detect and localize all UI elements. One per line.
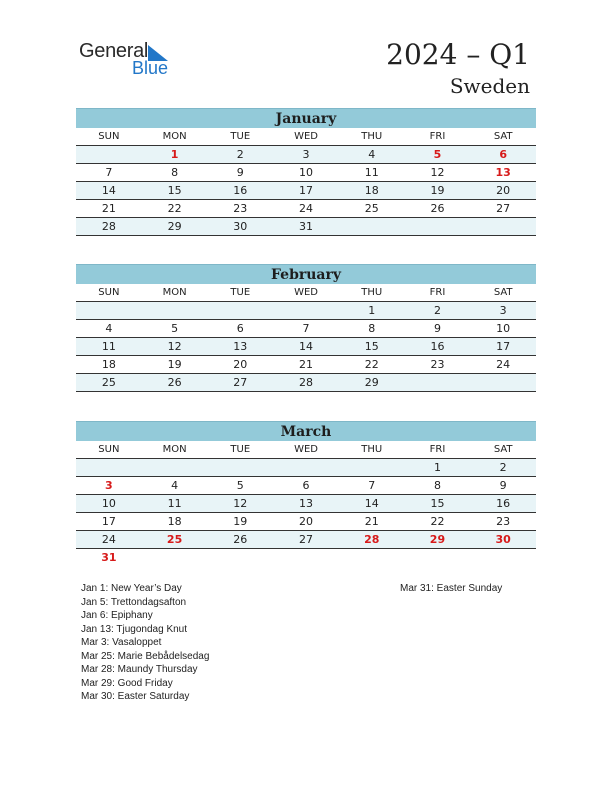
day-cell: 8 [433, 479, 441, 492]
day-cell: 18 [167, 515, 182, 528]
day-cell: 30 [495, 533, 511, 546]
holiday-note: Mar 3: Vasaloppet [81, 637, 162, 648]
day-cell: 14 [101, 184, 116, 197]
week-row [76, 338, 536, 356]
day-cell: 4 [105, 322, 113, 335]
day-cell: 29 [364, 376, 379, 389]
holiday-note: Mar 28: Maundy Thursday [81, 664, 198, 675]
day-cell: 28 [299, 376, 314, 389]
day-cell: 25 [166, 533, 183, 546]
day-cell: 31 [101, 551, 117, 564]
holiday-note: Jan 5: Trettondagsafton [81, 596, 187, 608]
country-name: Sweden [449, 74, 530, 98]
day-cell: 17 [101, 515, 116, 528]
day-cell: 4 [171, 479, 179, 492]
day-cell: 23 [430, 358, 445, 371]
weekday-label: WED [294, 287, 318, 298]
day-cell: 13 [495, 166, 511, 179]
weekday-label: TUE [230, 131, 251, 142]
weekday-label: SAT [493, 444, 513, 455]
day-cell: 27 [299, 533, 314, 546]
day-cell [405, 374, 471, 391]
day-cell [273, 302, 339, 319]
weekday-label: THU [361, 444, 383, 455]
day-cell: 14 [299, 340, 314, 353]
week-row [76, 459, 536, 477]
day-cell [405, 549, 471, 566]
weekday-label: TUE [230, 444, 251, 455]
day-cell: 20 [299, 515, 314, 528]
day-cell: 21 [364, 515, 379, 528]
day-cell: 10 [496, 322, 511, 335]
weekday-header-row [76, 284, 536, 302]
day-cell: 13 [299, 497, 314, 510]
day-cell: 1 [368, 304, 376, 317]
weekday-label: MON [162, 444, 187, 455]
day-cell: 5 [236, 479, 244, 492]
month-march [76, 421, 536, 566]
day-cell: 31 [299, 220, 314, 233]
day-cell: 20 [496, 184, 511, 197]
weekday-label: FRI [429, 444, 446, 455]
day-cell [405, 218, 471, 235]
logo-general-text: General [79, 40, 149, 62]
month-name: February [76, 264, 536, 284]
day-cell: 4 [368, 148, 376, 161]
day-cell: 24 [299, 202, 314, 215]
day-cell: 26 [430, 202, 445, 215]
day-cell: 3 [105, 479, 113, 492]
day-cell: 29 [167, 220, 182, 233]
weekday-label: TUE [230, 287, 251, 298]
weekday-label: FRI [429, 287, 446, 298]
day-cell: 25 [101, 376, 116, 389]
logo-blue-text: Blue [132, 58, 169, 78]
day-cell: 16 [496, 497, 511, 510]
weekday-label: SUN [98, 287, 120, 298]
holiday-note: Mar 29: Good Friday [81, 677, 173, 689]
day-cell: 15 [364, 340, 379, 353]
week-row [76, 146, 536, 164]
day-cell: 8 [368, 322, 376, 335]
day-cell: 28 [364, 533, 380, 546]
day-cell [76, 302, 142, 319]
day-cell: 10 [299, 166, 314, 179]
weekday-header-row [76, 128, 536, 146]
week-row [76, 182, 536, 200]
week-row [76, 356, 536, 374]
day-cell: 22 [430, 515, 445, 528]
day-cell: 28 [101, 220, 116, 233]
day-cell [76, 146, 142, 163]
weekday-label: WED [294, 131, 318, 142]
holiday-notes-right [400, 582, 502, 596]
week-row [76, 374, 536, 392]
day-cell: 11 [101, 340, 116, 353]
day-cell: 16 [430, 340, 445, 353]
day-cell: 27 [496, 202, 511, 215]
day-cell [273, 549, 339, 566]
day-cell: 8 [171, 166, 179, 179]
day-cell: 22 [364, 358, 379, 371]
day-cell: 6 [499, 148, 507, 161]
day-cell: 6 [302, 479, 310, 492]
day-cell [207, 459, 273, 476]
month-name: March [76, 421, 536, 441]
day-cell: 14 [364, 497, 379, 510]
day-cell [207, 549, 273, 566]
day-cell: 2 [499, 461, 507, 474]
day-cell: 29 [429, 533, 446, 546]
day-cell: 12 [430, 166, 445, 179]
day-cell: 26 [167, 376, 182, 389]
day-cell: 20 [233, 358, 248, 371]
day-cell: 2 [236, 148, 244, 161]
week-row [76, 477, 536, 495]
day-cell: 19 [233, 515, 248, 528]
day-cell: 15 [430, 497, 445, 510]
weekday-header-row [76, 441, 536, 459]
day-cell [207, 302, 273, 319]
day-cell: 3 [499, 304, 507, 317]
page-title: 2024 – Q1 [386, 38, 530, 71]
day-cell: 3 [302, 148, 310, 161]
day-cell: 19 [167, 358, 182, 371]
day-cell: 30 [233, 220, 248, 233]
day-cell [142, 459, 208, 476]
weekday-label: SAT [493, 131, 513, 142]
holiday-note: Jan 1: New Year’s Day [81, 583, 182, 594]
day-cell [273, 459, 339, 476]
week-row [76, 320, 536, 338]
day-cell: 7 [105, 166, 113, 179]
week-row [76, 531, 536, 549]
day-cell [470, 374, 536, 391]
holiday-note: Jan 6: Epiphany [81, 610, 153, 621]
day-cell: 12 [233, 497, 248, 510]
day-cell: 7 [302, 322, 310, 335]
weekday-label: SUN [98, 131, 120, 142]
day-cell: 23 [496, 515, 511, 528]
holiday-note: Jan 13: Tjugondag Knut [81, 623, 188, 635]
week-row [76, 200, 536, 218]
month-january [76, 108, 536, 236]
day-cell: 11 [167, 497, 182, 510]
day-cell: 2 [433, 304, 441, 317]
day-cell: 1 [433, 461, 441, 474]
holiday-notes-left [81, 582, 209, 704]
day-cell [142, 302, 208, 319]
day-cell: 1 [170, 148, 179, 161]
weekday-label: MON [162, 287, 187, 298]
day-cell: 11 [364, 166, 379, 179]
day-cell: 15 [167, 184, 182, 197]
weekday-label: WED [294, 444, 318, 455]
day-cell: 9 [499, 479, 507, 492]
day-cell: 19 [430, 184, 445, 197]
week-row [76, 549, 536, 566]
day-cell: 13 [233, 340, 248, 353]
holiday-note: Mar 31: Easter Sunday [400, 583, 503, 594]
day-cell: 10 [101, 497, 116, 510]
day-cell [339, 459, 405, 476]
day-cell: 17 [496, 340, 511, 353]
month-name: January [76, 108, 536, 128]
weekday-label: SUN [98, 444, 120, 455]
logo [79, 40, 179, 80]
holiday-note: Mar 25: Marie Bebådelsedag [81, 650, 210, 662]
week-row [76, 164, 536, 182]
day-cell: 5 [433, 148, 442, 161]
week-row [76, 495, 536, 513]
day-cell: 18 [364, 184, 379, 197]
day-cell: 24 [496, 358, 511, 371]
day-cell: 6 [236, 322, 244, 335]
day-cell: 21 [101, 202, 116, 215]
day-cell: 7 [368, 479, 376, 492]
day-cell: 22 [167, 202, 182, 215]
day-cell: 18 [101, 358, 116, 371]
day-cell: 5 [171, 322, 179, 335]
day-cell [76, 459, 142, 476]
weekday-label: FRI [429, 131, 446, 142]
holiday-note: Mar 30: Easter Saturday [81, 691, 190, 702]
day-cell: 26 [233, 533, 248, 546]
month-february [76, 264, 536, 392]
day-cell [339, 218, 405, 235]
week-row [76, 513, 536, 531]
weekday-label: MON [162, 131, 187, 142]
day-cell: 9 [433, 322, 441, 335]
day-cell: 17 [299, 184, 314, 197]
day-cell [470, 549, 536, 566]
day-cell: 24 [101, 533, 116, 546]
day-cell [470, 218, 536, 235]
week-row [76, 218, 536, 236]
day-cell: 27 [233, 376, 248, 389]
week-row [76, 302, 536, 320]
weekday-label: SAT [493, 287, 513, 298]
day-cell: 12 [167, 340, 182, 353]
day-cell [339, 549, 405, 566]
day-cell: 25 [364, 202, 379, 215]
day-cell: 23 [233, 202, 248, 215]
day-cell: 16 [233, 184, 248, 197]
day-cell: 21 [299, 358, 314, 371]
day-cell: 9 [236, 166, 244, 179]
weekday-label: THU [361, 287, 383, 298]
day-cell [142, 549, 208, 566]
weekday-label: THU [361, 131, 383, 142]
